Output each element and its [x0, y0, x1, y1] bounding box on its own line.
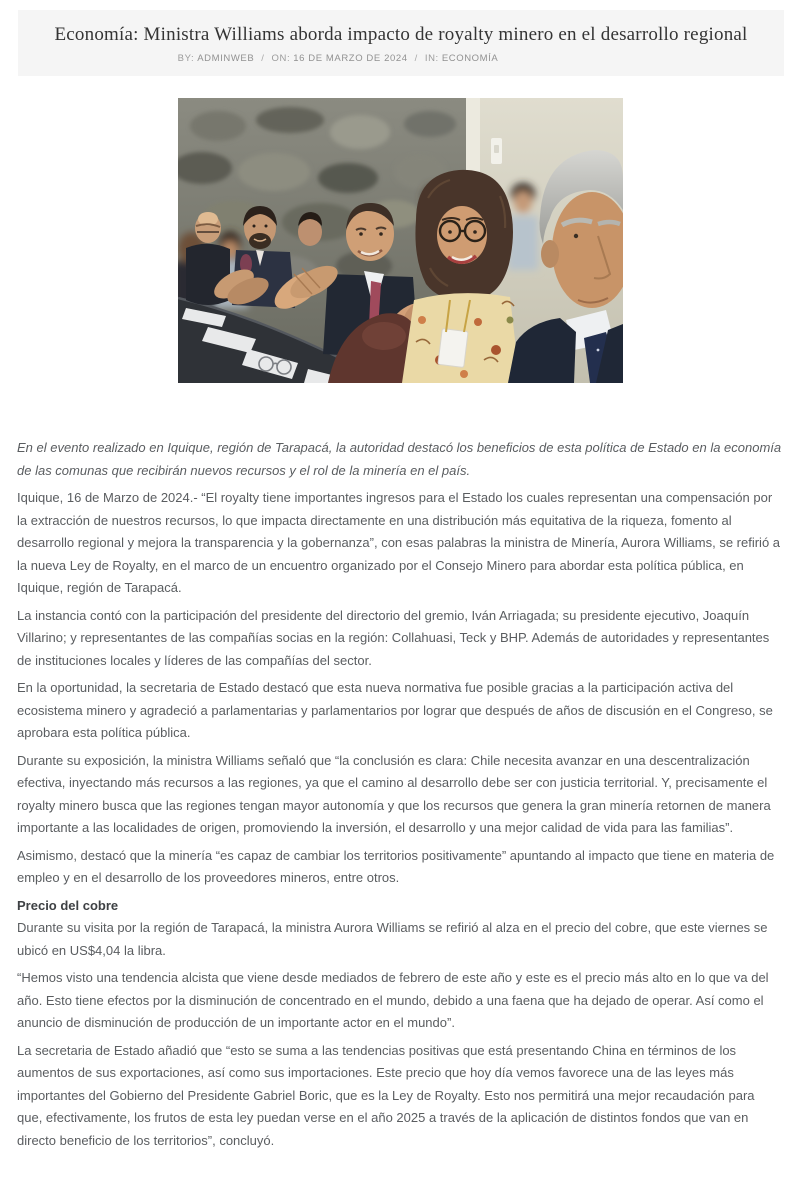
article-paragraph: Asimismo, destacó que la minería “es capaz de cambiar los territorios positivamente” apuntando al impacto que tiene en materia de empleo y en el desarrollo de los proveedores mineros, entre otros. — [17, 847, 775, 885]
byline-by-label: BY: — [177, 53, 195, 64]
byline-date-link[interactable]: 16 DE MARZO DE 2024 — [293, 53, 408, 64]
byline-category-link[interactable]: ECONOMÍA — [441, 53, 499, 64]
byline-separator: / — [414, 53, 418, 64]
article-paragraph: “Hemos visto una tendencia alcista que viene desde mediados de febrero de este año y este es el precio más alto en lo que va del año. Esto tiene efectos por la disminución de concentrado en el mundo, debido a una faena que ha dejado de operar. Así como el anuncio de disminución de producción de un importante actor en el mundo”. — [17, 970, 769, 1030]
article-paragraph: La instancia contó con la participación del presidente del directorio del gremio, Iván Arriagada; su presidente ejecutivo, Joaquín Villarino; y representantes de las compañías socias en la región: Collahuasi, Teck y BHP. Además de autoridades y representantes de instituciones locales y líderes de las compañías del sector. — [17, 607, 770, 668]
article-paragraph: Durante su exposición, la ministra Williams señaló que “la conclusión es clara: Chile necesita avanzar en una descentralización efectiva, inyectando más recursos a las regiones, ya que el camino al desarrollo debe ser con justicia territorial. Y, precisamente el royalty minero busca que las regiones tengan mayor autonomía y que los recursos que genera la gran minería retornen de manera importante a las localidades de origen, promoviendo la inversión, el desarrollo y una mejor calidad de vida para las familias”. — [17, 752, 771, 835]
byline-separator: / — [261, 53, 265, 64]
subheading-precio-del-cobre: Precio del cobre — [17, 897, 119, 913]
article-paragraph: Iquique, 16 de Marzo de 2024.- “El royalty tiene importantes ingresos para el Estado los cuales representan una compensación por la extracción de nuestros recursos, lo que impacta directamente en una distribución más equitativa de la riqueza, fomento al desarrollo regional y mejora la transparencia y la gobernanza”, con esas palabras la ministra de Minería, Aurora Williams, se refirió a la nueva Ley de Royalty, en el marco de un encuentro organizado por el Consejo Minero para abordar esta política pública, en Iquique, región de Tarapacá. — [17, 490, 781, 595]
article-paragraph: Durante su visita por la región de Tarapacá, la ministra Aurora Williams se refirió al alza en el precio del cobre, que este viernes se ubicó en US$4,04 la libra. — [17, 920, 768, 958]
article-photo — [178, 98, 623, 383]
article-paragraph: En la oportunidad, la secretaria de Estado destacó que esta nueva normativa fue posible gracias a la participación activa del ecosistema minero y agradeció a parlamentarias y parlamentarios por lograr que después de años de discusión en el Congreso, se aprobara esta política pública. — [17, 680, 773, 740]
byline-author-link[interactable]: ADMINWEB — [197, 53, 255, 64]
byline-on-label: ON: — [271, 53, 291, 64]
page-title: Economía: Ministra Williams aborda impacto de royalty minero en el desarrollo regional — [54, 24, 748, 45]
byline-in-label: IN: — [424, 53, 439, 64]
article-paragraph: La secretaria de Estado añadió que “esto se suma a las tendencias positivas que está presentando China en términos de los aumentos de sus exportaciones, así como sus importaciones. Este precio que hoy día vemos favorece una de las leyes más importantes del Gobierno del Presidente Gabriel Boric, que es la Ley de Royalty. Esto nos permitirá una mejor recaudación para que, efectivamente, los frutos de esta ley puedan verse en el año 2025 a través de la aplicación de distintos fondos que van en directo beneficio de los territorios”, concluyó. — [17, 1042, 755, 1148]
byline — [38, 53, 764, 65]
article-body — [17, 437, 783, 1152]
article-lead: En el evento realizado en Iquique, región de Tarapacá, la autoridad destacó los beneficios de esta política de Estado en la economía de las comunas que recibirán nuevos recursos y el rol de la minería en el país. — [17, 440, 782, 478]
article-header — [18, 10, 784, 76]
